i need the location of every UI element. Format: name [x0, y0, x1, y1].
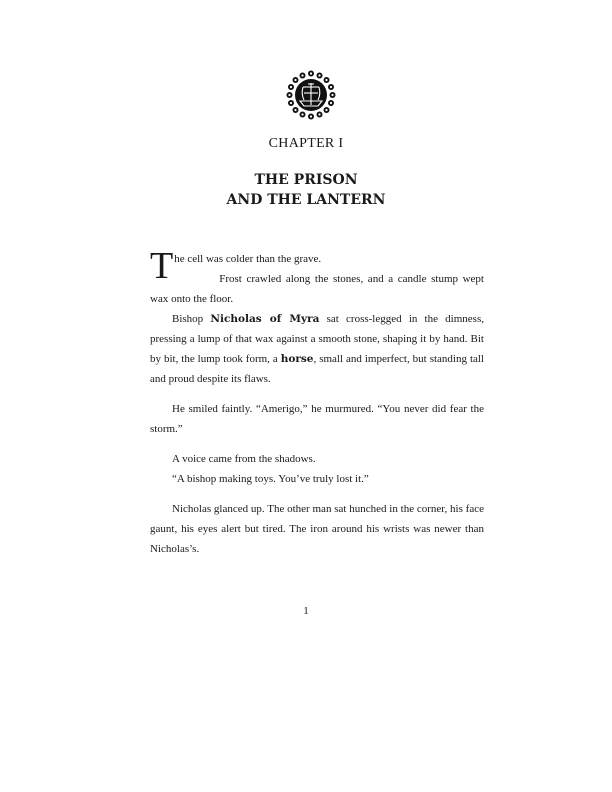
page-number: 1 [303, 605, 309, 617]
paragraph-5: A voice came from the shadows. [172, 453, 316, 465]
paragraph-3 [150, 309, 484, 389]
paragraph-2: Frost crawled along the stones, and a candle stump wept wax onto the floor. [150, 273, 484, 305]
chapter-body [150, 245, 484, 559]
chapter-label: CHAPTER I [268, 136, 344, 151]
chapter-title-line-1: THE PRISON [254, 172, 358, 188]
paragraph-4: He smiled faintly. “Amerigo,” he murmured. “You never did fear the storm.” [150, 403, 484, 435]
character-name: Nicholas of Myra [210, 313, 320, 325]
paragraph-3-text-b: sat cross-legged in the dimness, pressing a lump of that wax against a smooth stone, shaping it by hand. Bit by bit, the lump took form, a [150, 313, 484, 365]
paragraph-3-text-a: Bishop [172, 313, 211, 325]
ship-in-chain-wreath-icon [286, 70, 336, 120]
paragraph-1-text: he cell was colder than the grave. [174, 253, 322, 265]
paragraph-7: Nicholas glanced up. The other man sat hunched in the corner, his face gaunt, his eyes alert but tired. The iron around his wrists was newer than Nicholas’s. [150, 503, 484, 555]
paragraph-3-text-c: , small and imperfect, but standing tall and proud despite its flaws. [150, 353, 484, 385]
chapter-title [0, 170, 612, 210]
emphasis-horse: horse [280, 353, 314, 365]
paragraph-6: “A bishop making toys. You’ve truly lost it.” [172, 473, 369, 485]
drop-cap: T [150, 245, 174, 287]
chapter-title-line-2: AND THE LANTERN [226, 192, 386, 208]
paragraph-1 [150, 245, 484, 287]
